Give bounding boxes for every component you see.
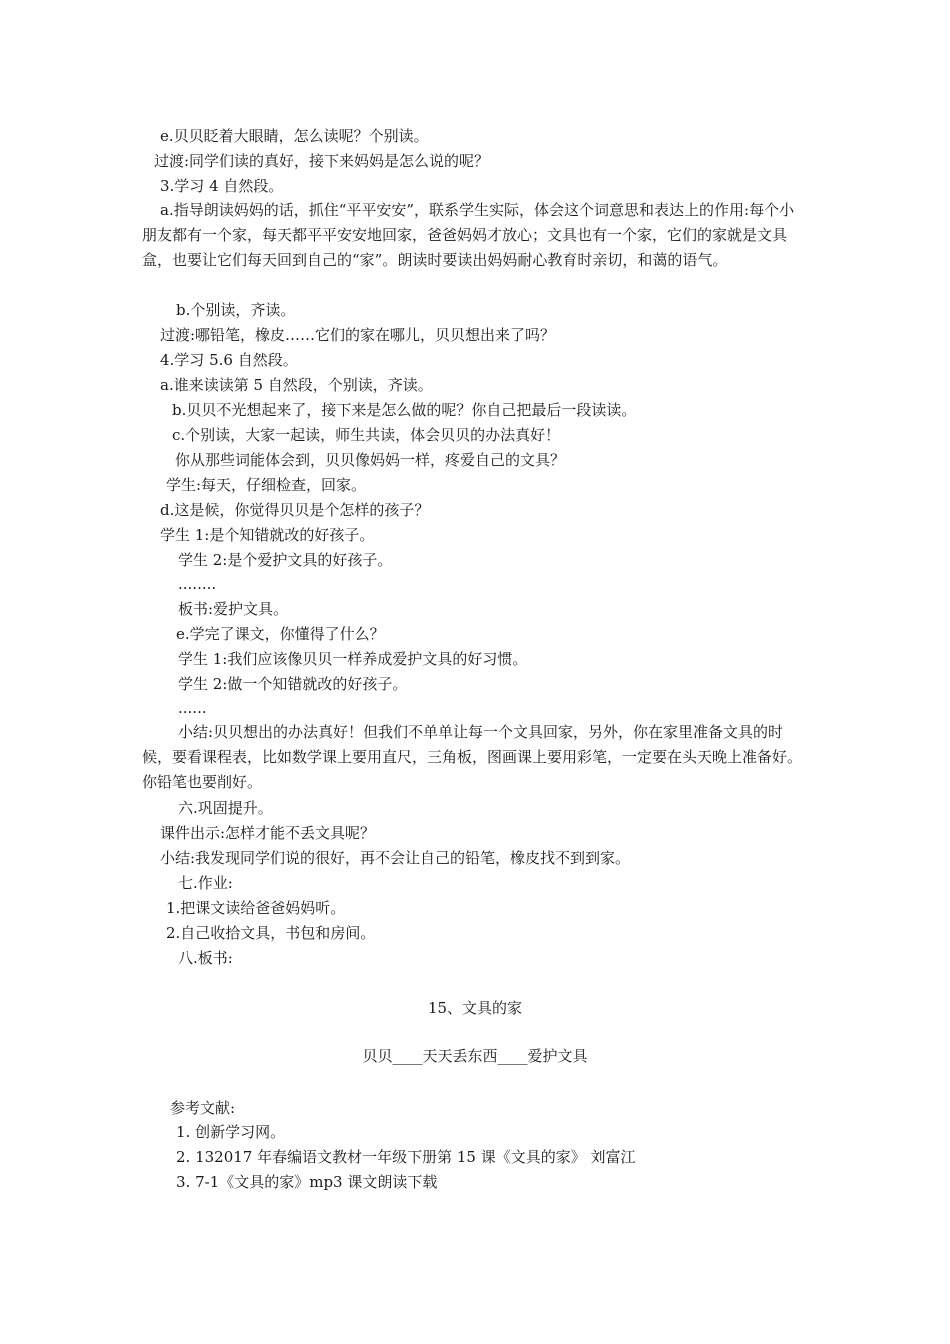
text-line: 过渡:同学们读的真好，接下来妈妈是怎么说的呢？ xyxy=(154,152,490,170)
text-line: 六.巩固提升。 xyxy=(178,799,273,817)
text-paragraph: 小结:贝贝想出的办法真好！但我们不单单让每一个文具回家，另外，你在家里准备文具的时候，要看课程表，比如数学课上要用直尺，三角板，图画课上要用彩笔，一定要在头天晚上准备好。你铅笔也要削好。 xyxy=(142,723,803,791)
text-line: 4.学习 5.6 自然段。 xyxy=(160,351,298,369)
text-line: d.这是候，你觉得贝贝是个怎样的孩子？ xyxy=(160,501,430,519)
reference-item: 3. 7-1《文具的家》mp3 课文朗读下载 xyxy=(176,1173,438,1191)
text-line: 小结:我发现同学们说的很好，再不会让自己的铅笔，橡皮找不到到家。 xyxy=(160,849,631,867)
text-line: 学生 2:做一个知错就改的好孩子。 xyxy=(178,675,408,693)
text-line: 3.学习 4 自然段。 xyxy=(160,177,284,195)
text-line: 1.把课文读给爸爸妈妈听。 xyxy=(166,899,346,917)
text-line: 七.作业: xyxy=(178,874,233,892)
text-line: 学生 1:我们应该像贝贝一样养成爱护文具的好习惯。 xyxy=(178,650,528,668)
text-line: ........ xyxy=(178,575,217,593)
board-line: 贝贝____天天丢东西____爱护文具 xyxy=(362,1047,588,1065)
text-line: 学生 2:是个爱护文具的好孩子。 xyxy=(178,551,393,569)
text-paragraph: a.指导朗读妈妈的话，抓住“平平安安”，联系学生实际，体会这个词意思和表达上的作用:每个小朋友都有一个家，每天都平平安安地回家，爸爸妈妈才放心；文具也有一个家，它们的家就是文具盒，也要让它们每天回到自己的“家”。朗读时要读出妈妈耐心教育时亲切，和蔼的语气。 xyxy=(142,201,795,269)
text-line: 你从那些词能体会到，贝贝像妈妈一样，疼爱自己的文具？ xyxy=(175,451,566,469)
text-line: 学生 1:是个知错就改的好孩子。 xyxy=(160,526,375,544)
text-line: b.贝贝不光想起来了，接下来是怎么做的呢？你自己把最后一段读读。 xyxy=(172,401,637,419)
text-line: e.贝贝眨着大眼睛，怎么读呢？个别读。 xyxy=(160,127,429,145)
board-title: 15、文具的家 xyxy=(427,999,523,1017)
text-line: 学生:每天，仔细检查，回家。 xyxy=(166,476,367,494)
text-line: a.谁来读读第 5 自然段，个别读，齐读。 xyxy=(160,376,433,394)
text-line: 2.自己收拾文具，书包和房间。 xyxy=(166,924,376,942)
references-heading: 参考文献: xyxy=(170,1099,236,1117)
text-line: b.个别读，齐读。 xyxy=(176,301,296,319)
reference-item: 1. 创新学习网。 xyxy=(176,1123,286,1141)
text-line: 板书:爱护文具。 xyxy=(178,600,289,618)
text-line: c.个别读，大家一起读，师生共读，体会贝贝的办法真好！ xyxy=(172,426,561,444)
text-line: e.学完了课文，你懂得了什么？ xyxy=(176,625,385,643)
text-line: 课件出示:怎样才能不丢文具呢？ xyxy=(160,824,376,842)
text-line: 过渡:哪铅笔，橡皮……它们的家在哪儿，贝贝想出来了吗？ xyxy=(160,326,556,344)
reference-item: 2. 132017 年春编语文教材一年级下册第 15 课《文具的家》 刘富江 xyxy=(176,1148,636,1166)
text-line: ...... xyxy=(178,699,207,717)
text-line: 八.板书: xyxy=(178,949,233,967)
